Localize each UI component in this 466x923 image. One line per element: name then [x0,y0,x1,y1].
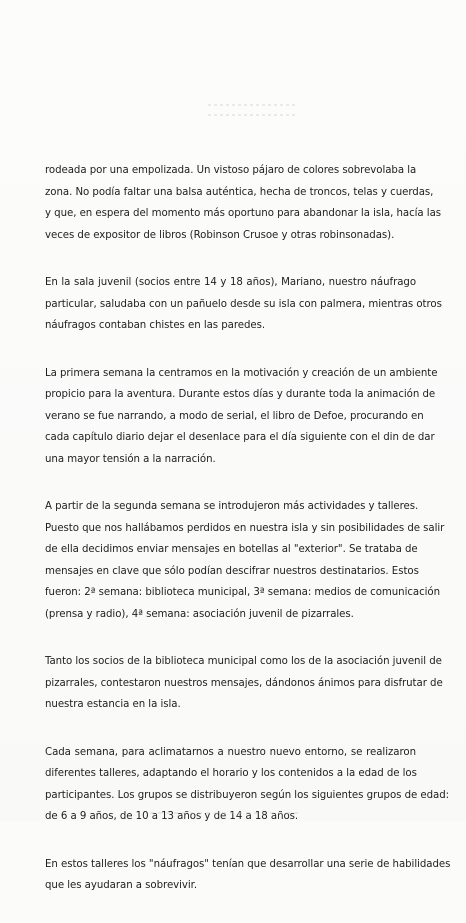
text-line: La primera semana la centramos en la motivación y creación de un ambiente [45,367,438,379]
text-line: Tanto los socios de la biblioteca municipal como los de la asociación juvenil de [45,656,442,667]
text-line: de ella decidimos enviar mensajes en botellas al "exterior". Se trataba de [45,544,418,555]
text-line: Puesto que nos hallábamos perdidos en nuestra isla y sin posibilidades de salir [45,522,445,534]
show-through-marks [150,812,300,814]
paragraph [45,272,442,337]
text-line: náufragos contaban chistes en las paredes. [45,320,266,331]
text-line: zona. No podía faltar una balsa auténtica, hecha de troncos, telas y cuerdas, [45,186,434,198]
paragraph [45,363,438,471]
text-line: de 6 a 9 años, de 10 a 13 años y de 14 a 18 años. [45,811,299,822]
text-line: nuestra estancia en la isla. [45,699,181,710]
text-line: A partir de la segunda semana se introdujeron más actividades y talleres. [45,501,419,512]
text-line: fueron: 2ª semana: biblioteca municipal, 3ª semana: medios de comunicación [45,587,441,598]
body-text [45,160,451,923]
text-line: cada capítulo diario dejar el desenlace para el día siguiente con el din de dar [45,432,435,443]
text-line: En estos talleres los "náufragos" tenían que desarrollar una serie de habilidades [45,858,451,870]
text-line: una mayor tensión a la narración. [45,453,216,465]
text-line: diferentes talleres, adaptando el horario y los contenidos a la edad de los [45,768,417,779]
paragraph [45,854,451,897]
show-through-marks [208,96,298,126]
paragraph [45,651,443,716]
text-line: participantes. Los grupos se distribuyeron según los siguientes grupos de edad: [45,789,450,801]
text-line: Cada semana, para aclimatarnos a nuestro nuevo entorno, se realizaron [45,746,416,758]
paragraph [45,160,442,246]
text-line: veces de expositor de libros (Robinson Crusoe y otras robinsonadas). [45,229,395,241]
text-line: verano se fue narrando, a modo de serial, el libro de Defoe, procurando en [45,410,424,422]
text-line: propicio para la aventura. Durante estos días y durante toda la animación de [45,389,436,400]
text-line: (prensa y radio), 4ª semana: asociación juvenil de pizarrales. [45,608,354,620]
paragraph [45,496,445,625]
text-line: particular, saludaba con un pañuelo desde su isla con palmera, mientras otros [45,298,442,310]
text-line: pizarrales, contestaron nuestros mensajes, dándonos ánimos para disfrutar de [45,677,443,689]
text-line: y que, en espera del momento más oportuno para abandonar la isla, hacía las [45,208,442,219]
text-line: rodeada por una empolizada. Un vistoso pájaro de colores sobrevolaba la [45,165,417,176]
text-line: que les ayudaran a sobrevivir. [45,880,198,891]
paragraph [45,742,450,828]
text-line: mensajes en clave que sólo podían descifrar nuestros destinatarios. Estos [45,565,419,577]
text-line: En la sala juvenil (socios entre 14 y 18 años), Mariano, nuestro náufrago [45,277,416,288]
